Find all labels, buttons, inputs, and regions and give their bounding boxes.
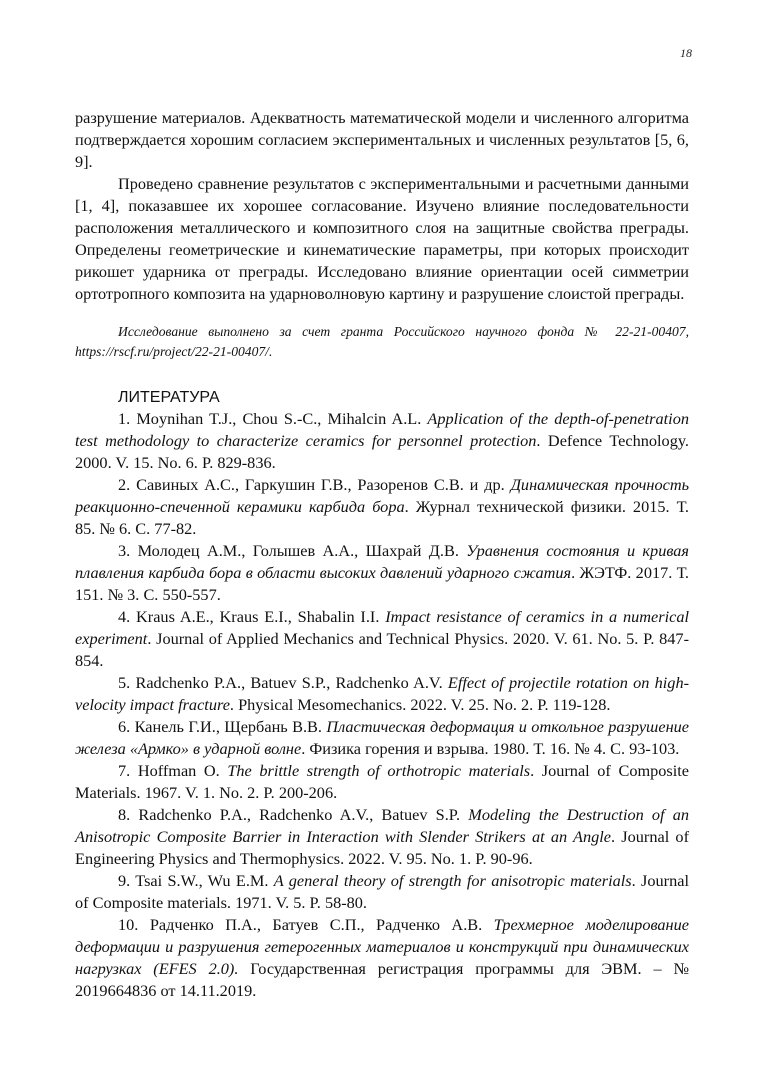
reference-source: Государственная регистрация программы для ЭВМ. – № 2019664836 от 14.11.2019. [75,959,689,1000]
reference-title: Effect of projectile rotation on high-velocity impact fracture [75,673,689,714]
reference-title: Application of the depth-of-penetration test methodology to characterize ceramics for personnel protection [75,409,689,450]
reference-item [75,760,689,804]
reference-item [75,716,689,760]
reference-item [75,474,689,540]
reference-title: Пластическая деформация и откольное разрушение железа «Армко» в ударной волне [75,717,690,758]
reference-title: The brittle strength of orthotropic materials [227,761,531,780]
reference-number: 2. [118,475,131,494]
reference-item [75,870,689,914]
reference-authors: Савиных А.С., Гаркушин Г.В., Разоренов С.В. и др. [136,475,505,494]
reference-source: . Physical Mesomechanics. 2022. V. 25. No. 2. P. 119-128. [229,695,611,714]
reference-title: Уравнения состояния и кривая плавления карбида бора в области высоких давлений ударного сжатия [75,541,689,582]
reference-authors: Канель Г.И., Щербань В.В. [134,717,322,736]
body-paragraph-1: разрушение материалов. Адекватность математической модели и численного алгоритма подтверждается хорошим согласием экспериментальных и численных результатов [5, 6, 9]. [75,108,689,171]
reference-authors: Radchenko P.A., Radchenko A.V., Batuev S.P. [138,805,461,824]
reference-source: . Defence Technology. 2000. V. 15. No. 6. P. 829-836. [75,431,689,472]
reference-title: A general theory of strength for anisotropic materials [273,871,632,890]
reference-item [75,606,689,672]
reference-authors: Kraus A.E., Kraus E.I., Shabalin I.I. [136,607,380,626]
reference-number: 8. [118,805,131,824]
reference-authors: Hoffman O. [137,761,220,780]
reference-authors: Radchenko P.A., Batuev S.P., Radchenko A.V. [135,673,443,692]
reference-number: 9. [118,871,131,890]
reference-source: . Journal of Composite materials. 1971. V. 5. P. 58-80. [75,871,689,912]
reference-source: . Journal of Composite Materials. 1967. V. 1. No. 2. P. 200-206. [75,761,690,802]
reference-item [75,914,689,1002]
reference-number: 4. [118,607,131,626]
reference-source: . Журнал технической физики. 2015. Т. 85. № 6. С. 77-82. [75,497,689,538]
reference-source: . Journal of Engineering Physics and Thermophysics. 2022. V. 95. No. 1. P. 90-96. [75,827,689,868]
reference-authors: Молодец А.М., Голышев А.А., Шахрай Д.В. [137,541,459,560]
reference-title: Modeling the Destruction of an Anisotropic Composite Barrier in Interaction with Slender Strikers at an Angle [75,805,689,846]
reference-item [75,408,689,474]
page-content [75,107,689,1002]
reference-number: 7. [118,761,131,780]
reference-title: Impact resistance of ceramics in a numerical experiment [75,607,689,648]
page-number: 18 [680,46,692,60]
reference-number: 1. [118,409,131,428]
reference-number: 6. [118,717,131,736]
references-list [75,408,689,1002]
acknowledgement-note: Исследование выполнено за счет гранта Российского научного фонда № 22-21-00407, https://rscf.ru/project/22-21-00407/. [75,324,689,359]
reference-item [75,540,689,606]
reference-authors: Moynihan T.J., Chou S.-C., Mihalcin A.L. [136,409,422,428]
reference-authors: Tsai S.W., Wu E.M. [135,871,269,890]
reference-number: 3. [118,541,131,560]
references-heading: ЛИТЕРАТУРА [118,389,220,406]
reference-title: Динамическая прочность реакционно-спеченной керамики карбида бора [75,475,689,516]
reference-source: . Физика горения и взрыва. 1980. Т. 16. № 4. С. 93-103. [301,739,680,758]
body-paragraph-2: Проведено сравнение результатов с экспериментальными и расчетными данными [1, 4], показавшее их хорошее согласование. Изучено влияние последовательности расположения металлического и композитного слоя на защитные свойства преграды. Определены геометрические и кинематические параметры, при которых происходит рикошет ударника от преграды. Исследовано влияние ориентации осей симметрии ортотропного композита на ударноволновую картину и разрушение слоистой преграды. [75,174,689,303]
reference-item [75,672,689,716]
reference-authors: Радченко П.А., Батуев С.П., Радченко А.В. [149,915,483,934]
reference-source: . ЖЭТФ. 2017. Т. 151. № 3. С. 550-557. [75,563,690,604]
reference-title: Трехмерное моделирование деформации и разрушения гетерогенных материалов и конструкций при динамических нагрузках (EFES 2.0). [75,915,689,978]
reference-number: 10. [118,915,139,934]
reference-number: 5. [118,673,131,692]
reference-item [75,804,689,870]
reference-source: . Journal of Applied Mechanics and Technical Physics. 2020. V. 61. No. 5. P. 847-854. [75,629,689,670]
